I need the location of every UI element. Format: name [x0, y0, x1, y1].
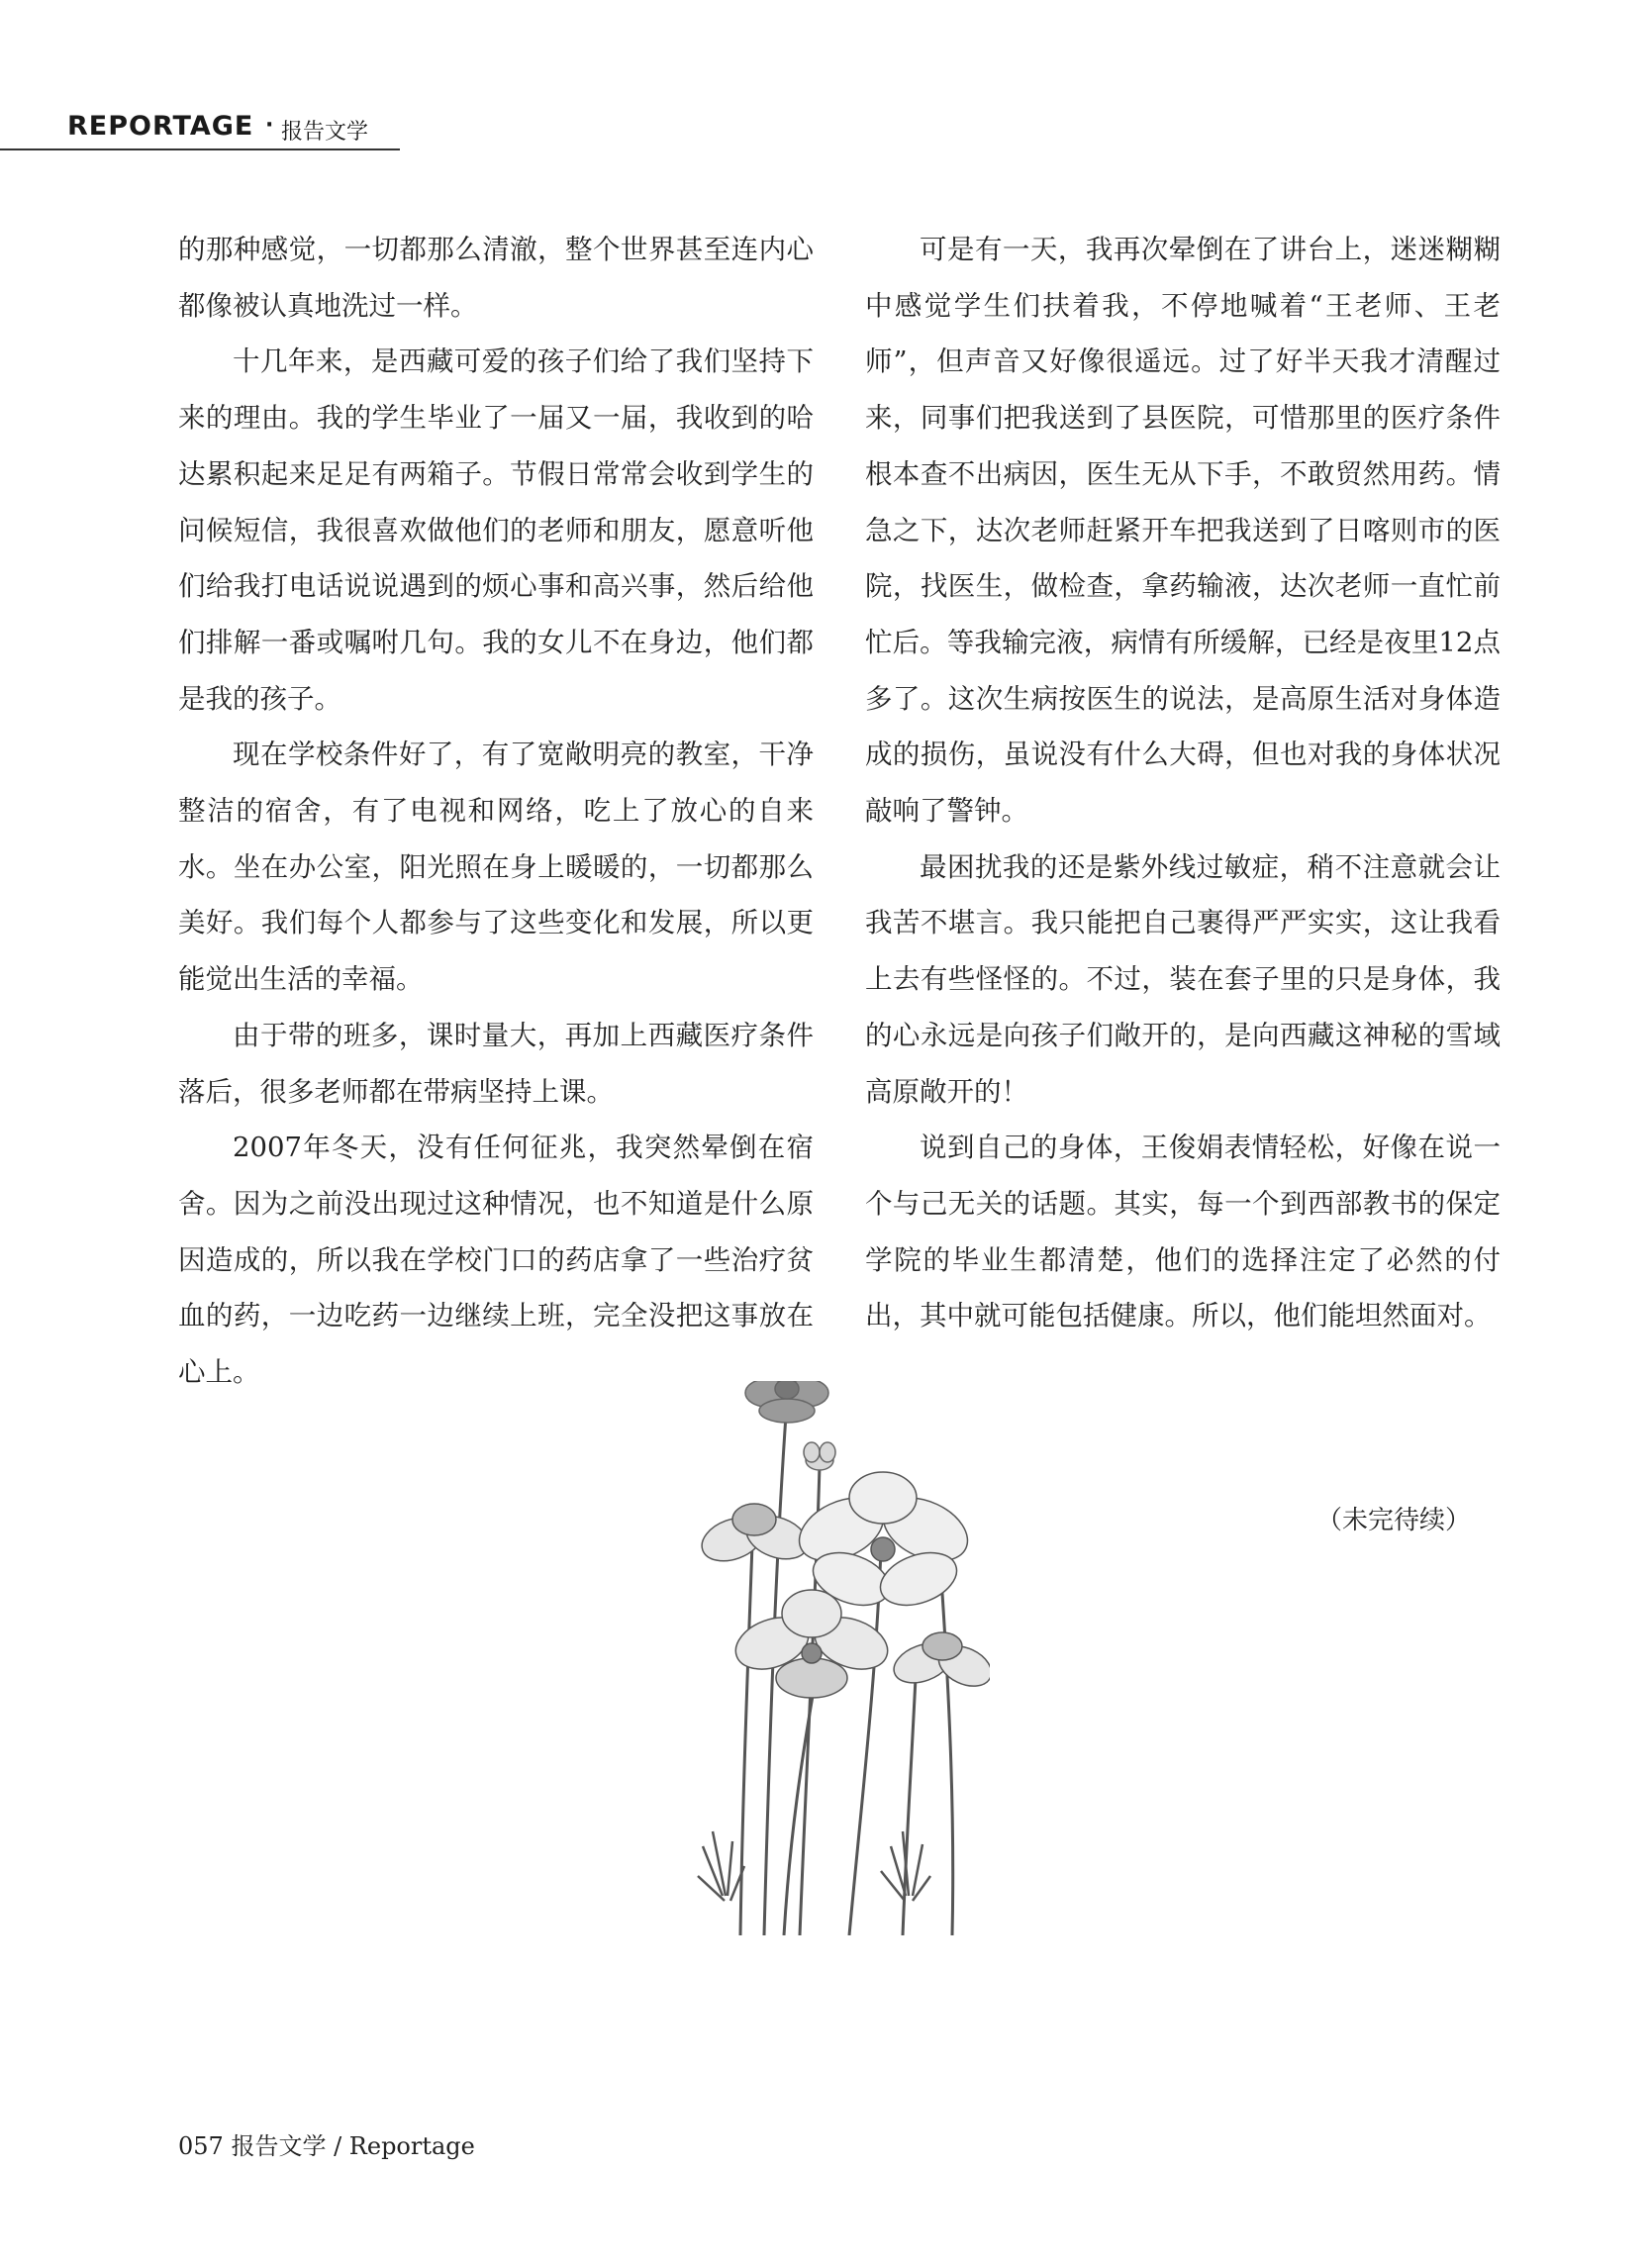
paragraph: 2007年冬天，没有任何征兆，我突然晕倒在宿舍。因为之前没出现过这种情况，也不知道是什么原因造成的，所以我在学校门口的药店拿了一些治疗贫血的药，一边吃药一边继续上班，完全没把这事放在心上。: [178, 1132, 814, 1389]
magazine-name-cn: 报告文学: [231, 2132, 327, 2160]
paragraph: 说到自己的身体，王俊娟表情轻松，好像在说一个与己无关的话题。其实，每一个到西部教书的保定学院的毕业生都清楚，他们的选择注定了必然的付出，其中就可能包括健康。所以，他们能坦然面对。: [865, 1132, 1501, 1332]
paragraph: 十几年来，是西藏可爱的孩子们给了我们坚持下来的理由。我的学生毕业了一届又一届，我收到的哈达累积起来足足有两箱子。节假日常常会收到学生的问候短信，我很喜欢做他们的老师和朋友，愿意听他们给我打电话说说遇到的烦心事和高兴事，然后给他们排解一番或嘱咐几句。我的女儿不在身边，他们都是我的孩子。: [178, 345, 814, 715]
page-footer: [178, 2126, 475, 2161]
footer-separator: /: [326, 2132, 349, 2160]
paragraph: 最困扰我的还是紫外线过敏症，稍不注意就会让我苦不堪言。我只能把自己裹得严严实实，这让我看上去有些怪怪的。不过，装在套子里的只是身体，我的心永远是向孩子们敞开的，是向西藏这神秘的雪域高原敞开的！: [865, 850, 1501, 1108]
left-column: [178, 222, 814, 1401]
paragraph: 现在学校条件好了，有了宽敞明亮的教室，干净整洁的宿舍，有了电视和网络，吃上了放心的自来水。坐在办公室，阳光照在身上暖暖的，一切都那么美好。我们每个人都参与了这些变化和发展，所以更能觉出生活的幸福。: [178, 739, 814, 996]
paragraph: 可是有一天，我再次晕倒在了讲台上，迷迷糊糊中感觉学生们扶着我，不停地喊着“王老师、王老师”，但声音又好像很遥远。过了好半天我才清醒过来，同事们把我送到了县医院，可惜那里的医疗条件根本查不出病因，医生无从下手，不敢贸然用药。情急之下，达次老师赶紧开车把我送到了日喀则市的医院，找医生，做检查，拿药输液，达次老师一直忙前忙后。等我输完液，病情有所缓解，已经是夜里12点多了。这次生病按医生的说法，是高原生活对身体造成的损伤，虽说没有什么大碍，但也对我的身体状况敲响了警钟。: [865, 234, 1501, 828]
section-title-cn: 报告文学: [281, 120, 369, 145]
page-number: 057: [178, 2132, 224, 2160]
paragraph: 的那种感觉，一切都那么清澈，整个世界甚至连内心都像被认真地洗过一样。: [178, 234, 814, 322]
section-title-en: REPORTAGE: [67, 111, 254, 142]
section-separator: ·: [265, 113, 274, 138]
section-header: [0, 111, 400, 150]
to-be-continued: （未完待续）: [1316, 1506, 1472, 1535]
right-column: [865, 222, 1501, 1344]
paragraph: 由于带的班多，课时量大，再加上西藏医疗条件落后，很多老师都在带病坚持上课。: [178, 1019, 814, 1108]
cosmos-flowers-illustration-icon: [693, 1381, 990, 1935]
magazine-name-en: Reportage: [348, 2132, 475, 2160]
